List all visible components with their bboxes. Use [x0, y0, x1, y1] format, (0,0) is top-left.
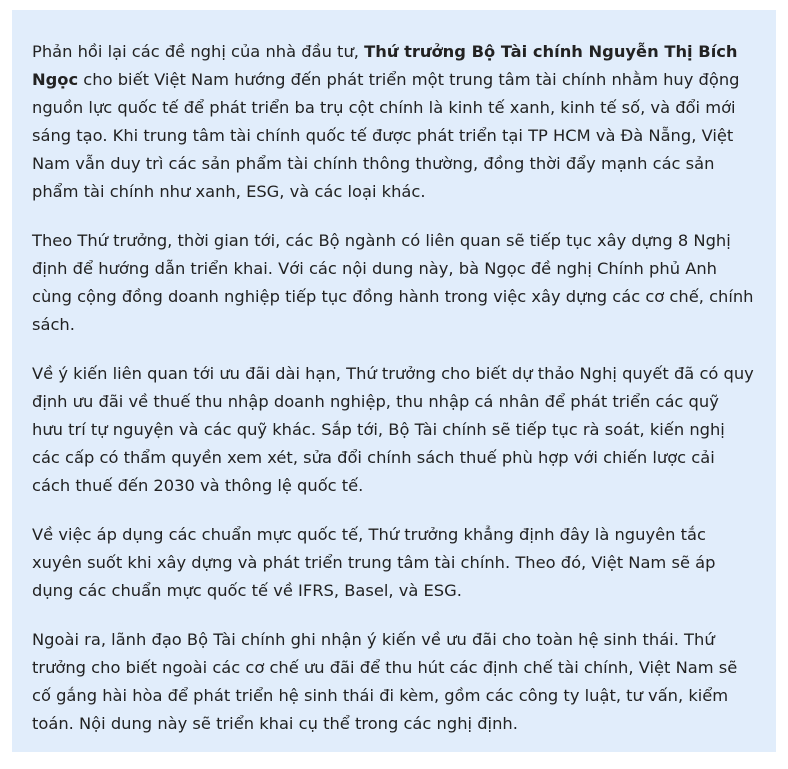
paragraph-1: [32, 38, 754, 206]
article-quote-box: [12, 10, 776, 752]
paragraph-1-lead: Phản hồi lại các đề nghị của nhà đầu tư,: [32, 42, 365, 61]
paragraph-5: Ngoài ra, lãnh đạo Bộ Tài chính ghi nhận ý kiến về ưu đãi cho toàn hệ sinh thái. Thứ trưởng cho biết ngoài các cơ chế ưu đãi để thu hút các định chế tài chính, Việt Nam sẽ cố gắng hài hòa để phát triển hệ sinh thái đi kèm, gồm các công ty luật, tư vấn, kiểm toán. Nội dung này sẽ triển khai cụ thể trong các nghị định.: [32, 630, 738, 733]
official-name: Thứ trưởng Bộ Tài chính Nguyễn Thị Bích Ngọc: [32, 42, 738, 89]
paragraph-2: Theo Thứ trưởng, thời gian tới, các Bộ ngành có liên quan sẽ tiếp tục xây dựng 8 Nghị định để hướng dẫn triển khai. Với các nội dung này, bà Ngọc đề nghị Chính phủ Anh cùng cộng đồng doanh nghiệp tiếp tục đồng hành trong việc xây dựng các cơ chế, chính sách.: [32, 231, 754, 334]
paragraph-4: Về việc áp dụng các chuẩn mực quốc tế, Thứ trưởng khẳng định đây là nguyên tắc xuyên suốt khi xây dựng và phát triển trung tâm tài chính. Theo đó, Việt Nam sẽ áp dụng các chuẩn mực quốc tế về IFRS, Basel, và ESG.: [32, 525, 716, 600]
paragraph-3: Về ý kiến liên quan tới ưu đãi dài hạn, Thứ trưởng cho biết dự thảo Nghị quyết đã có quy định ưu đãi về thuế thu nhập doanh nghiệp, thu nhập cá nhân để phát triển các quỹ hưu trí tự nguyện và các quỹ khác. Sắp tới, Bộ Tài chính sẽ tiếp tục rà soát, kiến nghị các cấp có thẩm quyền xem xét, sửa đổi chính sách thuế phù hợp với chiến lược cải cách thuế đến 2030 và thông lệ quốc tế.: [32, 364, 754, 495]
paragraph-1-rest: cho biết Việt Nam hướng đến phát triển một trung tâm tài chính nhằm huy động nguồn lực quốc tế để phát triển ba trụ cột chính là kinh tế xanh, kinh tế số, và đổi mới sáng tạo. Khi trung tâm tài chính quốc tế được phát triển tại TP HCM và Đà Nẵng, Việt Nam vẫn duy trì các sản phẩm tài chính thông thường, đồng thời đẩy mạnh các sản phẩm tài chính như xanh, ESG, và các loại khác.: [32, 70, 740, 201]
